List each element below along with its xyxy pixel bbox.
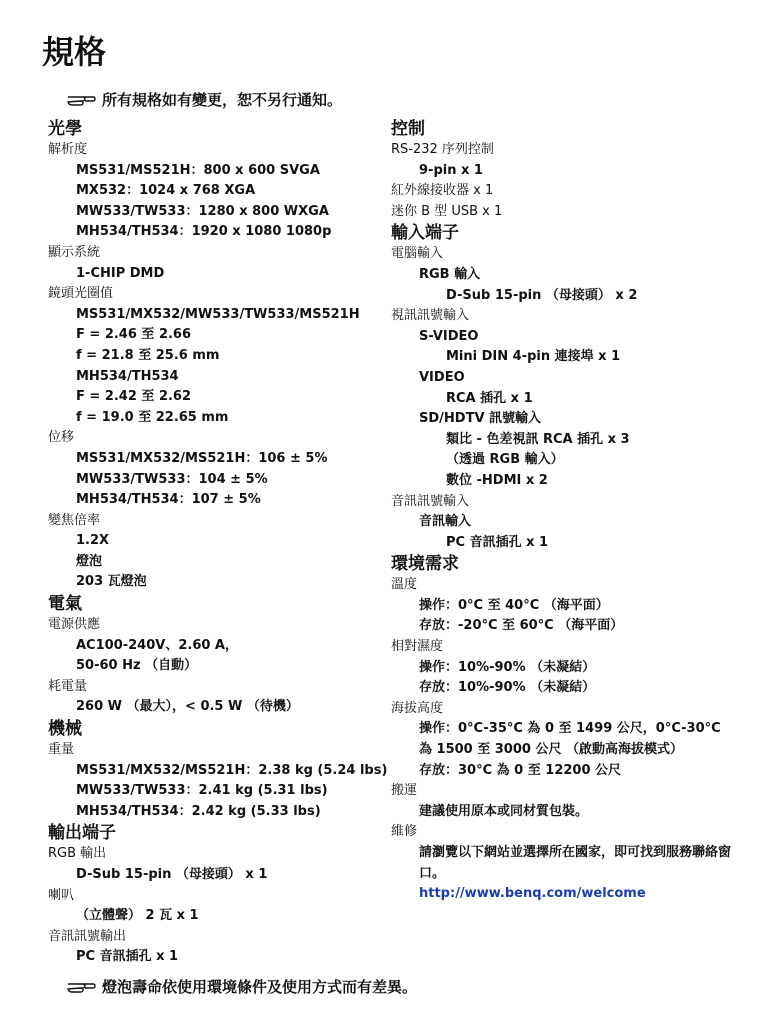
spec-value: MS531/MS521H：800 x 600 SVGA	[76, 162, 320, 178]
spec-value: AC100-240V、2.60 A，	[76, 637, 238, 653]
spec-value: VIDEO	[419, 369, 465, 385]
spec-value: 存放：10%-90% （未凝結）	[419, 680, 596, 696]
spec-label: 搬運	[391, 783, 418, 799]
spec-value: MS531/MX532/MW533/TW533/MS521H	[76, 306, 360, 322]
spec-value: PC 音訊插孔 x 1	[446, 534, 549, 550]
spec-label: 鏡頭光圈值	[48, 286, 114, 302]
spec-value: D-Sub 15-pin （母接頭） x 1	[76, 867, 268, 882]
spec-value: MS531/MX532/MS521H：106 ± 5%	[76, 450, 328, 466]
spec-value: 操作：0°C 至 40°C （海平面）	[419, 597, 609, 613]
spec-label: 海拔高度	[391, 700, 444, 716]
spec-value: （透過 RGB 輸入）	[446, 452, 564, 468]
spec-value: 建議使用原本或同材質包裝。	[419, 803, 589, 819]
spec-value: （立體聲） 2 瓦 x 1	[76, 908, 199, 924]
spec-value: MH534/TH534：1920 x 1080 1080p	[76, 224, 332, 240]
spec-value: MX532：1024 x 768 XGA	[76, 183, 256, 199]
spec-value: 操作：10%-90% （未凝結）	[419, 659, 596, 675]
spec-label: 視訊訊號輸入	[391, 308, 470, 324]
spec-label: 音訊訊號輸出	[48, 928, 127, 944]
spec-value: F = 2.42 至 2.62	[76, 389, 192, 405]
top-note	[66, 88, 342, 110]
spec-label: RS-232 序列控制	[391, 142, 494, 157]
spec-value: MW533/TW533：1280 x 800 WXGA	[76, 203, 329, 219]
spec-value: 類比 - 色差視訊 RCA 插孔 x 3	[446, 431, 630, 447]
spec-value: SD/HDTV 訊號輸入	[419, 411, 542, 427]
spec-value: MH534/TH534：107 ± 5%	[76, 492, 261, 508]
bottom-note	[66, 975, 417, 997]
spec-value: F = 2.46 至 2.66	[76, 327, 192, 343]
top-note-text: 所有規格如有變更，恕不另行通知。	[102, 90, 343, 109]
spec-label: 迷你 B 型 USB x 1	[391, 203, 503, 219]
spec-value: MW533/TW533：104 ± 5%	[76, 471, 268, 487]
spec-value: RCA 插孔 x 1	[446, 390, 533, 406]
spec-label: 解析度	[48, 142, 88, 157]
spec-label: 紅外線接收器 x 1	[391, 183, 494, 199]
section-heading: 控制	[391, 119, 425, 139]
section-heading: 輸出端子	[48, 823, 116, 844]
spec-value: S-VIDEO	[419, 328, 479, 344]
spec-value: PC 音訊插孔 x 1	[76, 949, 179, 965]
spec-value: f = 21.8 至 25.6 mm	[76, 347, 220, 363]
spec-value: 1.2X	[76, 533, 110, 549]
spec-value: 50-60 Hz （自動）	[76, 658, 198, 674]
spec-value: 請瀏覽以下網站並選擇所在國家，即可找到服務聯絡窗口。	[419, 845, 732, 881]
spec-label: 喇叭	[48, 887, 75, 903]
spec-value: 操作：0°C-35°C 為 0 至 1499 公尺，0°C-30°C 為 1500 至 3000 公尺 （啟動高海拔模式）	[419, 721, 721, 758]
spec-label: 相對濕度	[391, 639, 444, 655]
spec-value: 203 瓦燈泡	[76, 574, 147, 590]
spec-value: 存放：-20°C 至 60°C （海平面）	[419, 618, 624, 634]
spec-value: 數位 -HDMI x 2	[446, 472, 548, 488]
spec-label: 維修	[391, 824, 418, 840]
pointing-hand-icon	[66, 91, 96, 107]
spec-value: Mini DIN 4-pin 連接埠 x 1	[446, 349, 621, 365]
page-title: 規格	[42, 33, 107, 71]
left-column	[48, 118, 388, 968]
spec-value: 燈泡	[76, 553, 103, 569]
spec-label: 變焦倍率	[48, 512, 101, 528]
spec-value: MH534/TH534：2.42 kg (5.33 lbs)	[76, 803, 321, 819]
spec-value: D-Sub 15-pin （母接頭） x 2	[446, 287, 638, 303]
section-heading: 環境需求	[391, 554, 459, 575]
spec-label: 電源供應	[48, 617, 101, 633]
spec-value: MS531/MX532/MS521H：2.38 kg (5.24 lbs)	[76, 762, 388, 778]
website-link[interactable]: http://www.benq.com/welcome	[419, 886, 646, 902]
spec-label: 重量	[48, 742, 75, 758]
spec-value: MH534/TH534	[76, 368, 179, 384]
spec-value: RGB 輸入	[419, 266, 481, 282]
spec-label: RGB 輸出	[48, 846, 107, 862]
right-column	[391, 118, 731, 905]
section-heading: 機械	[48, 719, 82, 740]
spec-value: MW533/TW533：2.41 kg (5.31 lbs)	[76, 783, 328, 799]
spec-label: 溫度	[391, 577, 418, 593]
spec-label: 電腦輸入	[391, 246, 444, 262]
spec-label: 位移	[48, 430, 75, 446]
spec-value: 260 W （最大），< 0.5 W （待機）	[76, 699, 299, 715]
section-heading: 電氣	[48, 594, 82, 615]
section-heading: 光學	[48, 119, 82, 139]
section-heading: 輸入端子	[391, 223, 459, 244]
spec-value: 音訊輸入	[419, 514, 472, 530]
spec-label: 顯示系統	[48, 244, 101, 260]
spec-value: f = 19.0 至 22.65 mm	[76, 409, 229, 425]
spec-value: 存放：30°C 為 0 至 12200 公尺	[419, 762, 622, 778]
pointing-hand-icon	[66, 978, 96, 994]
spec-value: 9-pin x 1	[419, 162, 483, 178]
spec-label: 音訊訊號輸入	[391, 493, 470, 509]
bottom-note-text: 燈泡壽命依使用環境條件及使用方式而有差異。	[102, 977, 418, 996]
spec-value: 1-CHIP DMD	[76, 265, 165, 281]
spec-label: 耗電量	[48, 678, 88, 694]
